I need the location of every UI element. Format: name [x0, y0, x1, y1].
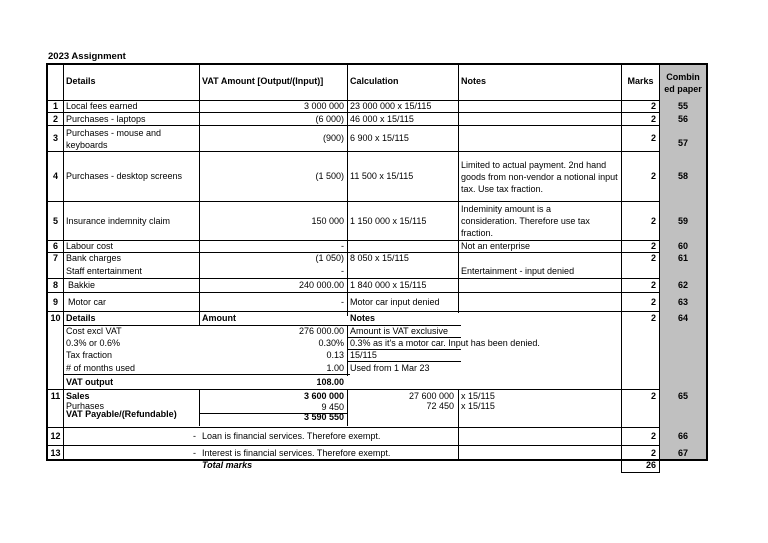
subtable-label: Tax fraction	[66, 350, 113, 360]
subtable-label: Cost excl VAT	[66, 326, 122, 336]
row-combined: 67	[677, 447, 688, 458]
subtable-amount: 276 000.00	[298, 326, 344, 336]
subtable-note: Amount is VAT exclusive	[350, 326, 449, 336]
row-marks: 2	[650, 215, 656, 226]
subtable-amount: 0.30%	[318, 338, 344, 348]
row-marks: 2	[650, 171, 656, 181]
purchases-fraction: x 15/115	[461, 401, 495, 411]
row-combined: 61	[677, 253, 688, 263]
row-marks: 2	[650, 296, 656, 307]
row-marks: 2	[650, 312, 656, 323]
subtable-note: Used from 1 Mar 23	[350, 362, 430, 373]
row-calculation: 1 150 000 x 15/115	[350, 215, 427, 226]
row-details: Bakkie	[68, 280, 96, 290]
purchases-label: Purhases	[66, 400, 105, 411]
assignment-table	[46, 63, 708, 470]
row-marks: 2	[650, 391, 656, 401]
total-marks-label: Total marks	[202, 460, 253, 470]
row-vat-amount: -	[341, 296, 344, 307]
subtable-label: # of months used	[66, 362, 136, 373]
row-details: Purchases - mouse and keyboards	[66, 127, 162, 150]
sales-calculation: 27 600 000	[408, 391, 454, 401]
row-vat-amount: (1 050)	[315, 253, 344, 263]
row-details: Staff entertainment	[66, 266, 142, 276]
row-calculation: 46 000 x 15/115	[350, 113, 414, 124]
subtable-note: 15/115	[350, 350, 377, 360]
vat-payable-label: VAT Payable/(Refundable)	[66, 408, 177, 419]
row-combined: 64	[677, 312, 688, 323]
row-combined: 63	[677, 296, 688, 307]
row-calculation: 11 500 x 15/115	[350, 171, 414, 181]
row-vat-amount: (6 000)	[315, 113, 344, 124]
header-vat-amount: VAT Amount [Output/(Input)]	[202, 76, 324, 86]
subtable-note: 0.3% as it's a motor car. Input has been denied.	[350, 338, 540, 348]
row-combined: 62	[677, 280, 688, 290]
row-calculation: 1 840 000 x 15/115	[350, 280, 427, 290]
row-calculation: Motor car input denied	[350, 296, 440, 307]
vat-output-label: VAT output	[66, 376, 114, 387]
row-combined: 59	[677, 215, 688, 226]
header-notes: Notes	[461, 76, 487, 86]
subtable-header-details: Details	[66, 312, 96, 323]
row-number: 3	[52, 133, 58, 143]
row-number: 8	[52, 280, 58, 290]
row-number: 10	[50, 312, 61, 323]
row-calculation: 23 000 000 x 15/115	[350, 101, 432, 111]
row-notes: Not an enterprise	[461, 241, 531, 251]
row-note: Loan is financial services. Therefore exempt.	[202, 430, 381, 441]
row-details: Purchases - laptops	[66, 113, 146, 124]
row-vat-amount: 3 000 000	[303, 101, 344, 111]
row-vat-amount: 150 000	[311, 215, 344, 226]
row-marks: 2	[650, 253, 656, 263]
row-combined: 55	[677, 101, 688, 111]
sales-fraction: x 15/115	[461, 391, 495, 401]
row-notes: Limited to actual payment. 2nd hand goods from non-vendor a notional input tax. Use tax fraction.	[461, 159, 618, 194]
row-details: Insurance indemnity claim	[66, 215, 171, 226]
row-number: 12	[50, 430, 61, 441]
row-number: 4	[52, 171, 58, 181]
row-calculation: 8 050 x 15/115	[350, 253, 409, 263]
vat-payable-value: 3 590 550	[303, 411, 344, 422]
row-vat-amount: (1 500)	[315, 171, 344, 181]
row-vat-amount: -	[341, 266, 344, 276]
sales-vat: 3 600 000	[303, 391, 344, 401]
purchases-vat: 9 450	[321, 401, 344, 412]
row-notes: Indeminity amount is a consideration. Therefore use tax fraction.	[461, 204, 590, 238]
row-dash: -	[193, 447, 196, 458]
header-combined-paper: Combin ed paper	[664, 71, 702, 94]
row-combined: 66	[677, 430, 688, 441]
vat-output-value: 108.00	[316, 376, 344, 387]
row-vat-amount: 240 000.00	[298, 280, 344, 290]
row-number: 2	[52, 113, 58, 124]
row-combined: 57	[677, 138, 688, 148]
row-marks: 2	[650, 101, 656, 111]
purchases-calculation: 72 450	[426, 401, 454, 411]
subtable-amount: 0.13	[326, 350, 344, 360]
row-calculation: 6 900 x 15/115	[350, 133, 409, 143]
row-details: Local fees earned	[66, 101, 138, 111]
row-note: Interest is financial services. Therefore exempt.	[202, 447, 391, 458]
row-combined: 60	[677, 241, 688, 251]
total-marks-value: 26	[645, 460, 656, 470]
row-marks: 2	[650, 430, 656, 441]
row-marks: 2	[650, 280, 656, 290]
row-number: 1	[52, 101, 58, 111]
header-calculation: Calculation	[350, 76, 399, 86]
subtable-amount: 1.00	[326, 362, 344, 373]
row-notes: Entertainment - input denied	[461, 266, 575, 276]
row-details: Purchases - desktop screens	[66, 171, 183, 181]
row-details: Bank charges	[66, 253, 122, 263]
row-number: 6	[52, 241, 58, 251]
row-number: 7	[52, 253, 58, 263]
subtable-header-notes: Notes	[350, 312, 376, 323]
sheet-title: 2023 Assignment	[48, 51, 126, 62]
row-combined: 65	[677, 391, 688, 401]
header-details: Details	[66, 76, 96, 86]
row-vat-amount: (900)	[322, 133, 344, 143]
row-marks: 2	[650, 241, 656, 251]
row-combined: 58	[677, 171, 688, 181]
subtable-header-amount: Amount	[202, 312, 236, 323]
row-number: 11	[50, 391, 61, 401]
header-marks: Marks	[627, 76, 654, 86]
sales-label: Sales	[66, 391, 90, 401]
row-details: Motor car	[68, 296, 107, 307]
row-number: 9	[52, 296, 58, 307]
row-marks: 2	[650, 447, 656, 458]
row-marks: 2	[650, 113, 656, 124]
row-vat-amount: -	[341, 241, 344, 251]
row-marks: 2	[650, 133, 656, 143]
subtable-label: 0.3% or 0.6%	[66, 338, 121, 348]
row-dash: -	[193, 430, 196, 441]
row-number: 13	[50, 447, 61, 458]
row-details: Labour cost	[66, 241, 114, 251]
row-combined: 56	[677, 113, 688, 124]
row-number: 5	[52, 215, 58, 226]
